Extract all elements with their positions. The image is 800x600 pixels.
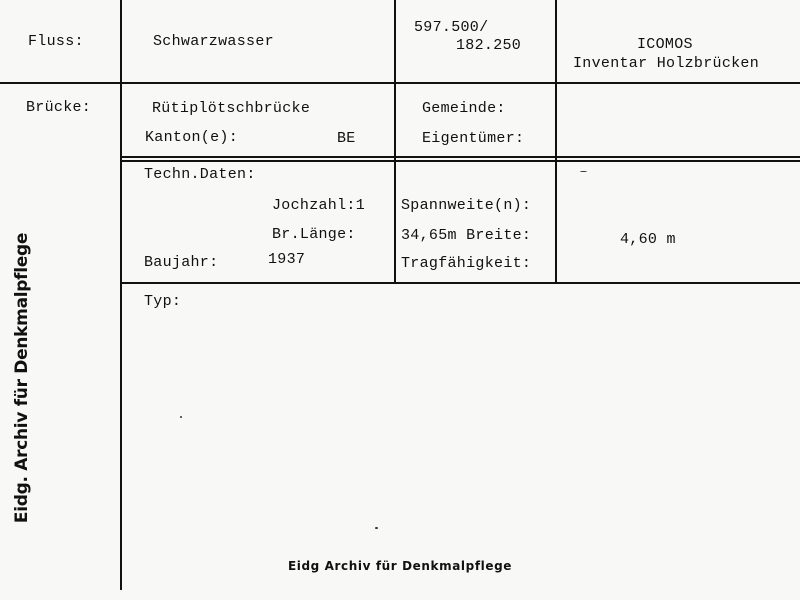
typ-label: Typ: — [144, 293, 182, 310]
image-caption: Eidg Archiv für Denkmalpflege — [287, 559, 513, 573]
tragfaehigkeit-label: Tragfähigkeit: — [401, 255, 532, 272]
bridge-name: Rütiplötschbrücke — [152, 100, 311, 117]
baujahr-label: Baujahr: — [144, 254, 219, 271]
baujahr-value: 1937 — [268, 251, 306, 268]
bridge-length-label: Br.Länge: — [272, 226, 356, 243]
fluss-label: Fluss: — [28, 33, 84, 50]
fluss-value: Schwarzwasser — [153, 33, 274, 50]
divider-tech-upper — [120, 156, 800, 158]
divider-right-column — [555, 0, 557, 283]
gemeinde-label: Gemeinde: — [422, 100, 506, 117]
jochzahl: Jochzahl:1 — [272, 197, 366, 214]
divider-typ — [120, 282, 800, 284]
coordinates-line-2: 182.250 — [456, 37, 522, 54]
divider-left-column — [120, 0, 122, 590]
paper-mark — [580, 171, 587, 172]
coordinates-line-1: 597.500/ — [414, 19, 489, 36]
paper-mark — [180, 416, 182, 418]
bruecke-label: Brücke: — [26, 99, 92, 116]
length-and-breite-label: 34,65m Breite: — [401, 227, 532, 244]
kanton-value: BE — [337, 130, 356, 147]
archive-stamp: Eidg. Archiv für Denkmalpflege — [12, 232, 32, 524]
divider-tech-lower — [120, 160, 800, 162]
eigentuemer-label: Eigentümer: — [422, 130, 525, 147]
spannweite-label: Spannweite(n): — [401, 197, 532, 214]
tech-data-title: Techn.Daten: — [144, 166, 256, 183]
breite-value: 4,60 m — [620, 231, 676, 248]
organisation-line-2: Inventar Holzbrücken — [573, 55, 760, 72]
paper-mark — [375, 527, 378, 529]
divider-middle-column — [394, 0, 396, 283]
kanton-label: Kanton(e): — [145, 129, 239, 146]
organisation-line-1: ICOMOS — [637, 36, 693, 53]
